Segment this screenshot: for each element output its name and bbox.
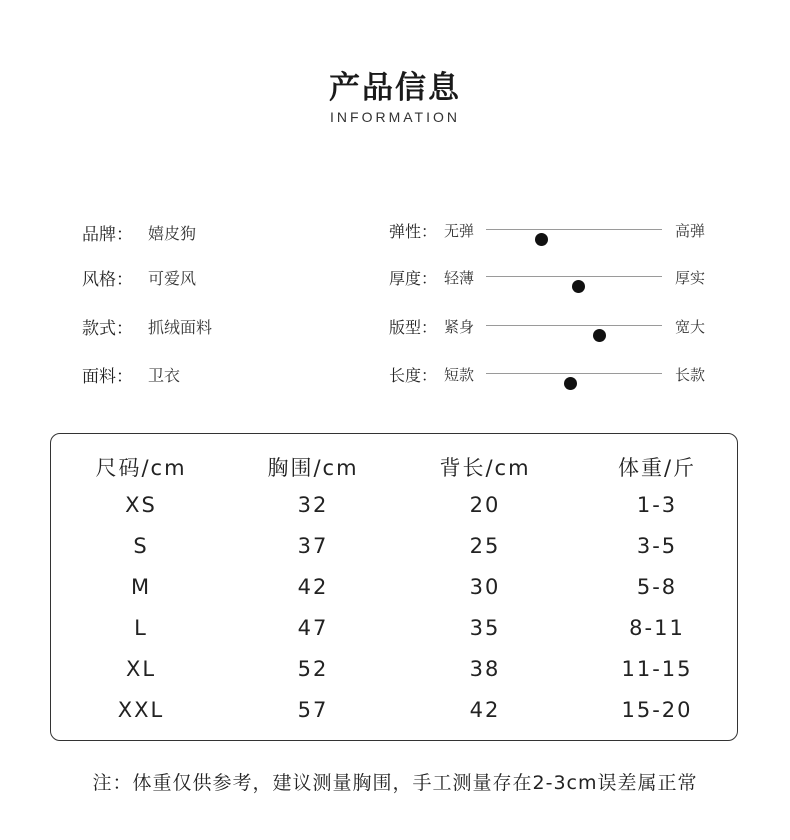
attribute-fabric [82, 362, 181, 387]
rating-indicator [535, 233, 548, 246]
measurement-note: 注：体重仅供参考，建议测量胸围，手工测量存在2-3cm误差属正常 [92, 772, 698, 794]
page-subtitle: INFORMATION [330, 109, 460, 125]
attribute-label: 风格： [82, 270, 133, 290]
table-header-weight: 体重/斤 [617, 456, 697, 480]
table-cell: 32 [297, 493, 329, 517]
attribute-label: 品牌： [82, 225, 133, 245]
table-cell: L [134, 616, 148, 640]
table-cell: XXL [117, 698, 165, 722]
rating-track [486, 276, 662, 277]
rating-indicator [593, 329, 606, 342]
rating-label: 弹性： [389, 222, 438, 241]
table-cell: 3-5 [636, 534, 678, 558]
table-cell: 5-8 [636, 575, 678, 599]
rating-label: 长度： [389, 366, 438, 385]
attribute-brand [82, 220, 197, 245]
rating-indicator [564, 377, 577, 390]
rating-min-label: 轻薄 [444, 269, 475, 287]
table-cell: M [130, 575, 152, 599]
rating-min-label: 紧身 [444, 318, 475, 336]
rating-thickness [389, 266, 719, 290]
table-cell: XL [125, 657, 157, 681]
table-header-back-length: 背长/cm [439, 456, 531, 480]
rating-max-label: 高弹 [675, 222, 706, 240]
rating-max-label: 宽大 [675, 318, 706, 336]
rating-indicator [572, 280, 585, 293]
attribute-style [82, 265, 197, 290]
table-cell: 35 [469, 616, 501, 640]
attribute-label: 款式： [82, 319, 133, 339]
rating-label: 厚度： [389, 269, 438, 288]
attribute-value: 卫衣 [148, 366, 181, 385]
page-title: 产品信息 [329, 70, 461, 106]
rating-max-label: 长款 [675, 366, 706, 384]
table-cell: 8-11 [629, 616, 685, 640]
rating-track [486, 229, 662, 230]
rating-length [389, 363, 719, 387]
table-cell: XS [125, 493, 157, 517]
attribute-value: 抓绒面料 [148, 318, 213, 337]
table-cell: 15-20 [621, 698, 693, 722]
table-cell: 20 [469, 493, 501, 517]
attribute-value: 可爱风 [148, 269, 197, 288]
table-cell: 42 [469, 698, 501, 722]
table-cell: 30 [469, 575, 501, 599]
rating-fit [389, 315, 719, 339]
rating-track [486, 373, 662, 374]
rating-min-label: 无弹 [444, 222, 475, 240]
table-header-chest: 胸围/cm [267, 456, 359, 480]
rating-label: 版型： [389, 318, 438, 337]
table-header-size: 尺码/cm [95, 456, 187, 480]
table-cell: 37 [297, 534, 329, 558]
table-cell: S [133, 534, 149, 558]
size-table [50, 433, 738, 741]
rating-elasticity [389, 219, 719, 243]
attribute-label: 面料： [82, 367, 133, 387]
attribute-type [82, 314, 213, 339]
table-cell: 1-3 [636, 493, 678, 517]
table-cell: 42 [297, 575, 329, 599]
rating-track [486, 325, 662, 326]
table-cell: 11-15 [621, 657, 693, 681]
table-cell: 52 [297, 657, 329, 681]
rating-max-label: 厚实 [675, 269, 706, 287]
table-cell: 57 [297, 698, 329, 722]
table-cell: 38 [469, 657, 501, 681]
table-cell: 47 [297, 616, 329, 640]
attribute-value: 嬉皮狗 [148, 224, 197, 243]
rating-min-label: 短款 [444, 366, 475, 384]
table-cell: 25 [469, 534, 501, 558]
